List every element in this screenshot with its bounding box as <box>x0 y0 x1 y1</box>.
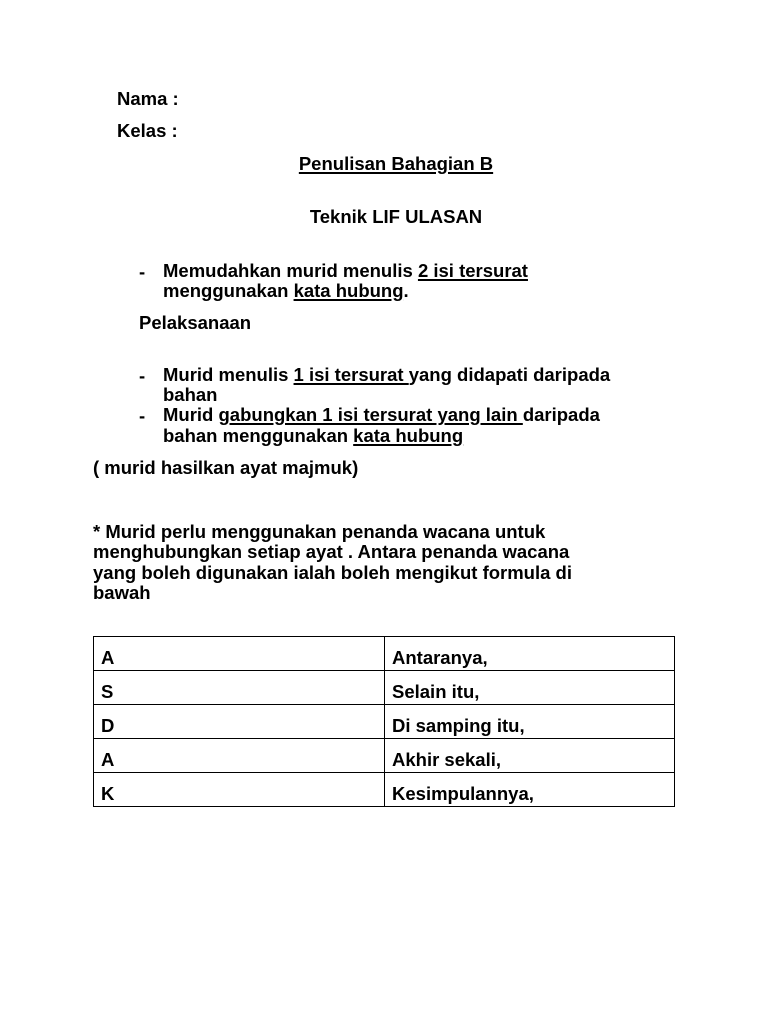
pelaksanaan-heading: Pelaksanaan <box>139 312 252 333</box>
purpose-line-1 <box>163 261 528 281</box>
pelaksanaan-item-1-underline: 1 isi tersurat <box>293 364 409 385</box>
purpose-line-2-period: . <box>403 280 409 301</box>
pelaksanaan-item-1-line-1 <box>163 365 610 385</box>
formula-phrase: Akhir sekali, <box>385 739 675 773</box>
purpose-bullet: - <box>139 261 146 282</box>
wacana-line-1: * Murid perlu menggunakan penanda wacana untuk <box>93 521 546 542</box>
table-row <box>94 705 675 739</box>
purpose-line-1-text: Memudahkan murid menulis <box>163 260 418 281</box>
formula-letter: D <box>94 705 385 739</box>
table-row <box>94 773 675 807</box>
pelaksanaan-item-2-underline-2: kata hubung <box>353 425 464 446</box>
wacana-line-2: menghubungkan setiap ayat . Antara penanda wacana <box>93 541 570 562</box>
formula-letter: A <box>94 637 385 671</box>
table-row <box>94 671 675 705</box>
page-title-text: Penulisan Bahagian B <box>298 153 494 174</box>
formula-letter: K <box>94 773 385 807</box>
pelaksanaan-item-2-underline: gabungkan 1 isi tersurat yang lain <box>218 404 523 425</box>
formula-phrase: Di samping itu, <box>385 705 675 739</box>
formula-letter: S <box>94 671 385 705</box>
pelaksanaan-item-2-bullet: - <box>139 405 146 426</box>
pelaksanaan-note: ( murid hasilkan ayat majmuk) <box>93 457 359 478</box>
pelaksanaan-item-1-line-2: bahan <box>163 384 218 405</box>
pelaksanaan-item-2-text-c: bahan menggunakan <box>163 425 354 446</box>
formula-phrase: Kesimpulannya, <box>385 773 675 807</box>
pelaksanaan-item-2-text-a: Murid <box>163 404 219 425</box>
formula-table <box>93 636 675 807</box>
page-title <box>0 154 768 174</box>
pelaksanaan-item-2-line-1 <box>163 405 600 425</box>
purpose-line-2-text: menggunakan <box>163 280 294 301</box>
pelaksanaan-item-2-text-b: daripada <box>522 404 600 425</box>
page-subtitle: Teknik LIF ULASAN <box>309 206 483 227</box>
purpose-line-2-underline: kata hubung <box>293 280 404 301</box>
formula-phrase: Antaranya, <box>385 637 675 671</box>
wacana-line-3: yang boleh digunakan ialah boleh mengikut formula di <box>93 562 572 583</box>
wacana-line-4: bawah <box>93 582 151 603</box>
purpose-line-2 <box>163 281 409 301</box>
formula-letter: A <box>94 739 385 773</box>
purpose-line-1-underline: 2 isi tersurat <box>417 260 528 281</box>
table-row <box>94 637 675 671</box>
table-row <box>94 739 675 773</box>
pelaksanaan-item-1-text-a: Murid menulis <box>163 364 294 385</box>
nama-label: Nama : <box>117 88 179 109</box>
formula-phrase: Selain itu, <box>385 671 675 705</box>
pelaksanaan-item-1-text-b: yang didapati daripada <box>408 364 611 385</box>
kelas-label: Kelas : <box>117 120 178 141</box>
pelaksanaan-item-1-bullet: - <box>139 365 146 386</box>
pelaksanaan-item-2-line-2 <box>163 426 463 446</box>
